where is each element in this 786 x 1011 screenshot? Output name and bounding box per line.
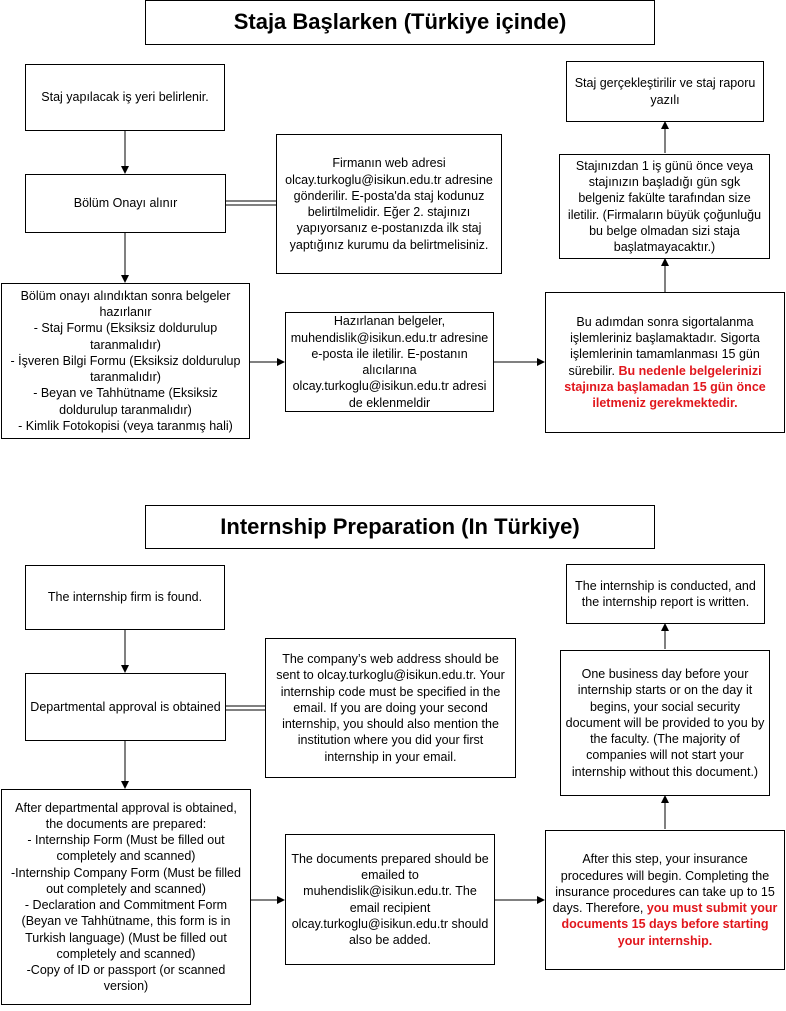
tr-step2-text: Bölüm Onayı alınır — [73, 196, 178, 211]
tr-insurance-normal: Bu adımdan sonra sigortalanma işlemleriniz başlamaktadır. Sigorta işlemlerinin tamamlanması 15 gün sürebilir. — [568, 314, 760, 378]
tr-email-text: Hazırlanan belgeler, muhendislik@isikun.edu.tr adresine e-posta ile iletilir. E-postanın alıcılarına olcay.turkoglu@isikun.edu.tr adresi de eklenmeldir — [290, 314, 489, 410]
en-note-box — [265, 638, 516, 778]
tr-insurance-box — [545, 292, 785, 433]
en-insurance-normal: After this step, your insurance procedures will begin. Completing the insurance procedures can take up to 15 days. Therefore, — [552, 852, 775, 915]
tr-insurance-text — [550, 314, 780, 412]
en-report-text: The internship is conducted, and the internship report is written. — [575, 578, 756, 609]
tr-insurance-warning: Bu nedenle belgelerinizi stajınıza başlamadan 15 gün önce iletmeniz gerekmektedir. — [564, 363, 766, 410]
en-title — [145, 505, 655, 549]
en-step2-text: Departmental approval is obtained — [30, 699, 221, 714]
tr-title-text: Staja Başlarken (Türkiye içinde) — [233, 9, 567, 35]
en-step2-box — [25, 673, 226, 741]
tr-report-text: Staj gerçekleştirilir ve staj raporu yazılı — [574, 76, 756, 107]
tr-docs-box — [1, 283, 250, 439]
en-step1-text: The internship firm is found. — [47, 590, 203, 605]
tr-docs-line-0: Bölüm onayı alındıktan sonra belgeler hazırlanır — [20, 288, 231, 320]
en-report-box — [566, 564, 765, 624]
tr-step1-text: Staj yapılacak iş yeri belirlenir. — [41, 90, 209, 105]
en-insurance-box — [545, 830, 785, 970]
tr-step2-box — [25, 174, 226, 233]
en-docs-line-2: -Internship Company Form (Must be filled out completely and scanned) — [11, 865, 241, 896]
tr-docs-line-4: - Kimlik Fotokopisi (veya taranmış hali) — [18, 418, 233, 433]
en-title-text: Internship Preparation (In Türkiye) — [220, 513, 580, 539]
tr-docs-line-1: - Staj Formu (Eksiksiz doldurulup taranmalıdır) — [33, 321, 218, 352]
en-email-box — [285, 834, 495, 965]
tr-docs-line-3: - Beyan ve Tahhütname (Eksiksiz doldurulup taranmalıdır) — [33, 386, 218, 417]
en-insurance-warning: you must submit your documents 15 days before starting your internship. — [561, 901, 778, 948]
en-note-text: The company’s web address should be sent to olcay.turkoglu@isikun.edu.tr. Your internship code must be specified in the email. If you are doing your second internship, you should also mention the institution where you did your first internship in your email. — [276, 652, 505, 764]
en-docs-line-0: After departmental approval is obtained, the documents are prepared: — [15, 800, 237, 831]
en-email-text: The documents prepared should be emailed to muhendislik@isikun.edu.tr. The email recipient olcay.turkoglu@isikun.edu.tr should also be added. — [291, 851, 489, 947]
tr-note-text: Firmanın web adresi olcay.turkoglu@isikun.edu.tr adresine gönderilir. E-posta'da staj kodunuz belirtilmelidir. Eğer 2. stajınızı yapıyorsanız e-postanızda ilk staj yaptığınız kurumu da belirtmelisiniz. — [285, 156, 493, 252]
en-sgk-box — [560, 650, 770, 796]
tr-sgk-box — [559, 154, 770, 259]
en-sgk-text: One business day before your internship starts or on the day it begins, your social security document will be provided to you by the faculty. (The majority of companies will not start your internship without this document.) — [565, 667, 765, 779]
en-step1-box — [25, 565, 225, 630]
tr-note-box — [276, 134, 502, 274]
en-insurance-text — [550, 851, 780, 949]
tr-sgk-text: Stajınızdan 1 iş günü önce veya stajınızın başladığı gün sgk belgeniz fakülte tarafından size iletilir. (Firmaların büyük çoğunluğu bu belge olmadan sizi staja başlatmayacaktır.) — [567, 158, 762, 254]
tr-report-box — [566, 61, 764, 122]
en-docs-line-4: -Copy of ID or passport (or scanned version) — [26, 963, 226, 994]
tr-step1-box — [25, 64, 225, 131]
tr-email-box — [285, 312, 494, 412]
en-docs-line-1: - Internship Form (Must be filled out completely and scanned) — [27, 833, 225, 864]
tr-docs-line-2: - İşveren Bilgi Formu (Eksiksiz doldurulup taranmalıdır) — [10, 353, 241, 385]
en-docs-line-3: - Declaration and Commitment Form (Beyan ve Tahhütname, this form is in Turkish language) (Must be filled out completely and scanned) — [21, 898, 231, 961]
en-docs-box — [1, 789, 251, 1005]
tr-title — [145, 0, 655, 45]
